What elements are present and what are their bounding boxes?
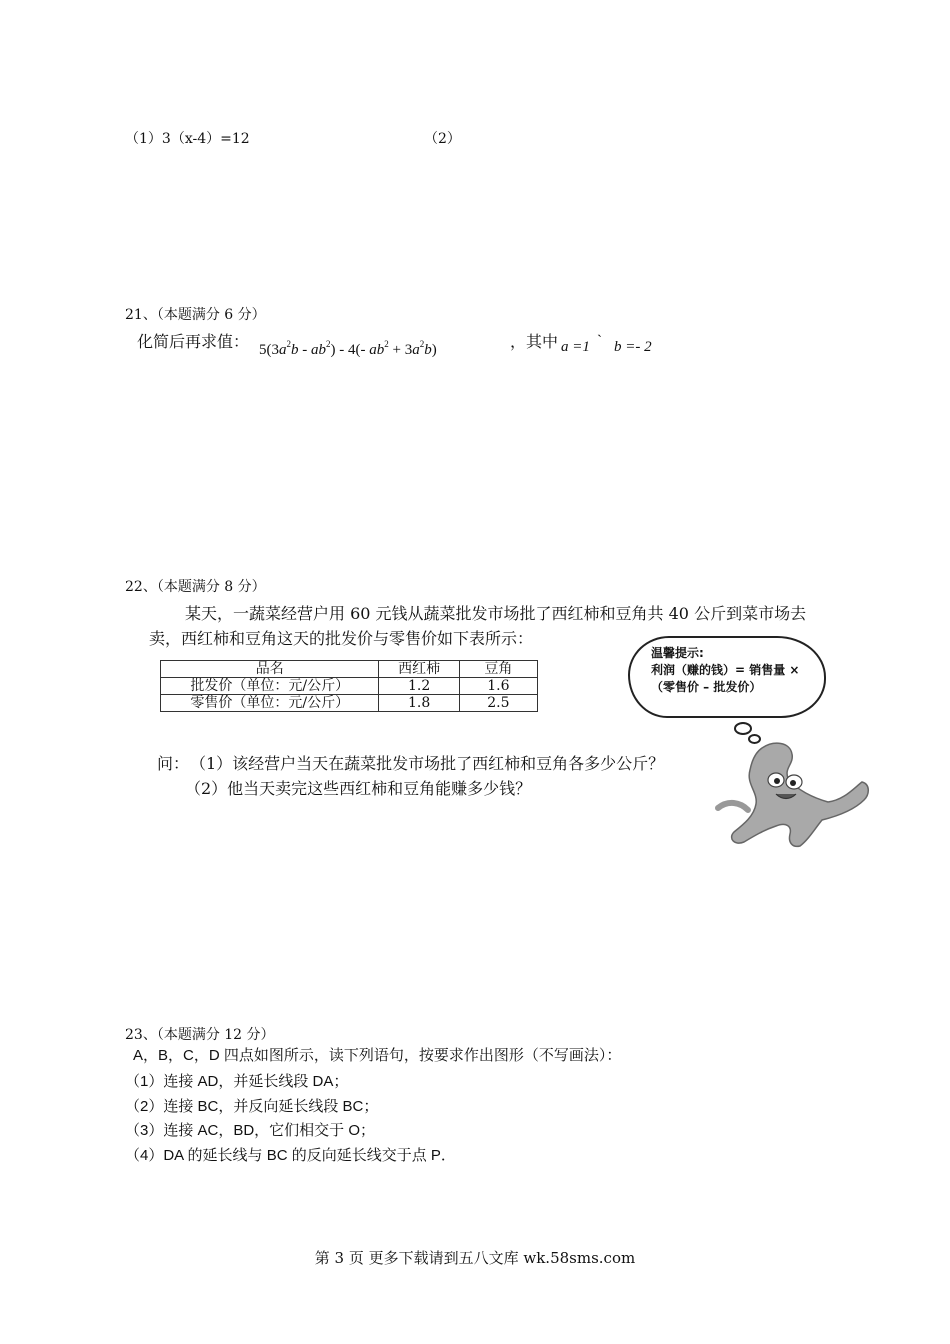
q23-item-1: （1）连接 AD，并延长线段 DA； — [125, 1073, 349, 1090]
table-cell: 1.8 — [379, 695, 459, 712]
table-cell: 零售价（单位：元/公斤） — [161, 695, 379, 712]
table-header-cell: 西红柿 — [379, 661, 459, 678]
q21-separator: ` — [597, 333, 602, 349]
q23-intro: A，B，C，D 四点如图所示，读下列语句，按要求作出图形（不写画法）： — [133, 1047, 622, 1064]
q20-part2: （2） — [424, 131, 461, 147]
q22-text-line2: 卖，西红柿和豆角这天的批发价与零售价如下表所示： — [149, 629, 534, 648]
q21-a-value: a =1 — [561, 339, 590, 355]
q23-item-3: （3）连接 AC，BD，它们相交于 O； — [125, 1122, 376, 1139]
q22-question-2: （2）他当天卖完这些西红柿和豆角能赚多少钱？ — [185, 779, 532, 798]
q23-item-4: （4）DA 的延长线与 BC 的反向延长线交于点 P． — [125, 1147, 456, 1164]
table-row — [161, 678, 538, 695]
tip-body: 利润（赚的钱）= 销售量 ×（零售价 – 批发价） — [651, 663, 800, 694]
table-cell: 1.2 — [379, 678, 459, 695]
q22-question-lead: 问： — [157, 754, 190, 773]
page-footer: 第 3 页 更多下载请到五八文库 wk.58sms.com — [314, 1249, 636, 1267]
table-cell: 批发价（单位：元/公斤） — [161, 678, 379, 695]
q22-question-1: （1）该经营户当天在蔬菜批发市场批了西红柿和豆角各多少公斤？ — [190, 754, 665, 773]
q21-expression: $5(3a^2b - ab^2) - 4(-$ $ab^2 + 3a^2b$) — [259, 339, 437, 358]
table-header-row — [161, 661, 538, 678]
q21-b-value: b =- 2 — [614, 339, 652, 355]
q21-instruction: 化简后再求值： — [137, 332, 250, 351]
table-header-cell: 品名 — [161, 661, 379, 678]
mascot-illustration — [704, 738, 874, 850]
q21-condition-lead: ，其中 — [510, 332, 559, 351]
table-row — [161, 695, 538, 712]
q20-part1: （1）3（x-4）=12 — [125, 131, 250, 147]
tip-title: 温馨提示: — [651, 646, 704, 660]
cloud-bubble — [734, 722, 752, 735]
q22-header: 22、（本题满分 8 分） — [125, 579, 266, 595]
tip-text — [651, 645, 811, 696]
price-table — [160, 660, 538, 712]
q22-text-line1: 某天，一蔬菜经营户用 60 元钱从蔬菜批发市场批了西红柿和豆角共 40 公斤到菜市场去 — [185, 604, 807, 623]
q23-header: 23、（本题满分 12 分） — [125, 1027, 275, 1043]
q21-header: 21、（本题满分 6 分） — [125, 307, 266, 323]
q23-item-2: （2）连接 BC，并反向延长线段 BC； — [125, 1098, 379, 1115]
table-cell: 2.5 — [459, 695, 537, 712]
table-header-cell: 豆角 — [459, 661, 537, 678]
table-cell: 1.6 — [459, 678, 537, 695]
